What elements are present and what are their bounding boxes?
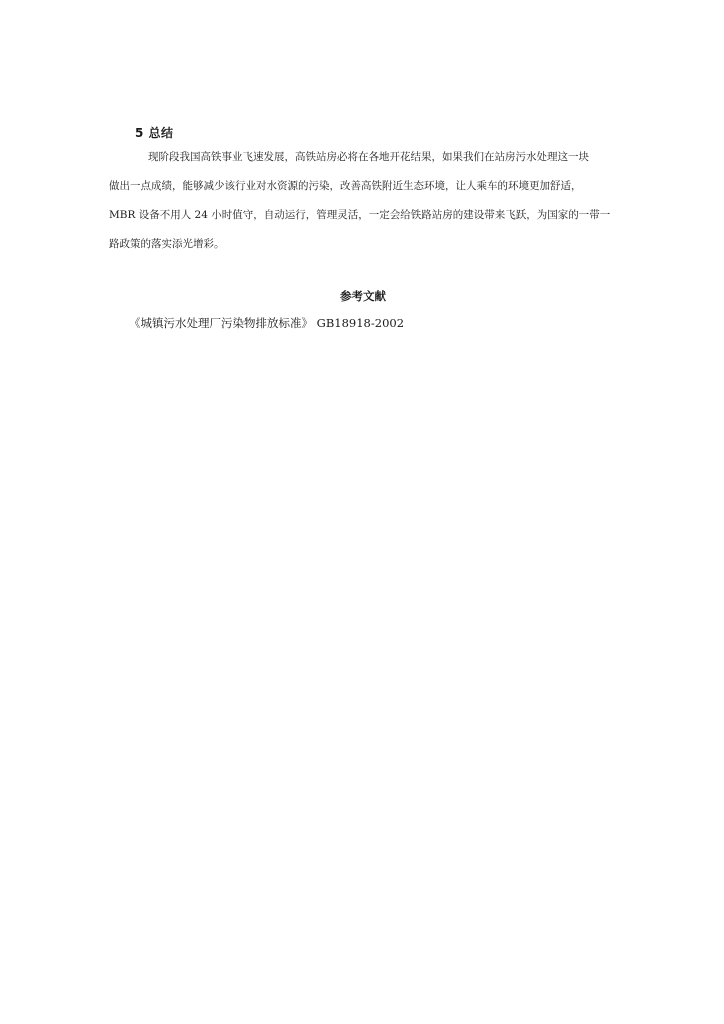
paragraph-line: 现阶段我国高铁事业飞速发展，高铁站房必将在各地开花结果，如果我们在站房污水处理这一块	[148, 151, 589, 163]
references-heading: 参考文献	[340, 289, 386, 303]
reference-item: 《城镇污水处理厂污染物排放标准》 GB18918-2002	[129, 316, 405, 330]
paragraph-line: 路政策的落实添光增彩。	[109, 238, 225, 250]
section-heading: 5 总结	[135, 126, 174, 140]
paragraph-line: 做出一点成绩，能够减少该行业对水资源的污染，改善高铁附近生态环境，让人乘车的环境更加舒适，	[109, 180, 582, 192]
paragraph-line: MBR 设备不用人 24 小时值守，自动运行，管理灵活，一定会给铁路站房的建设带来飞跃，为国家的一带一	[109, 209, 611, 221]
